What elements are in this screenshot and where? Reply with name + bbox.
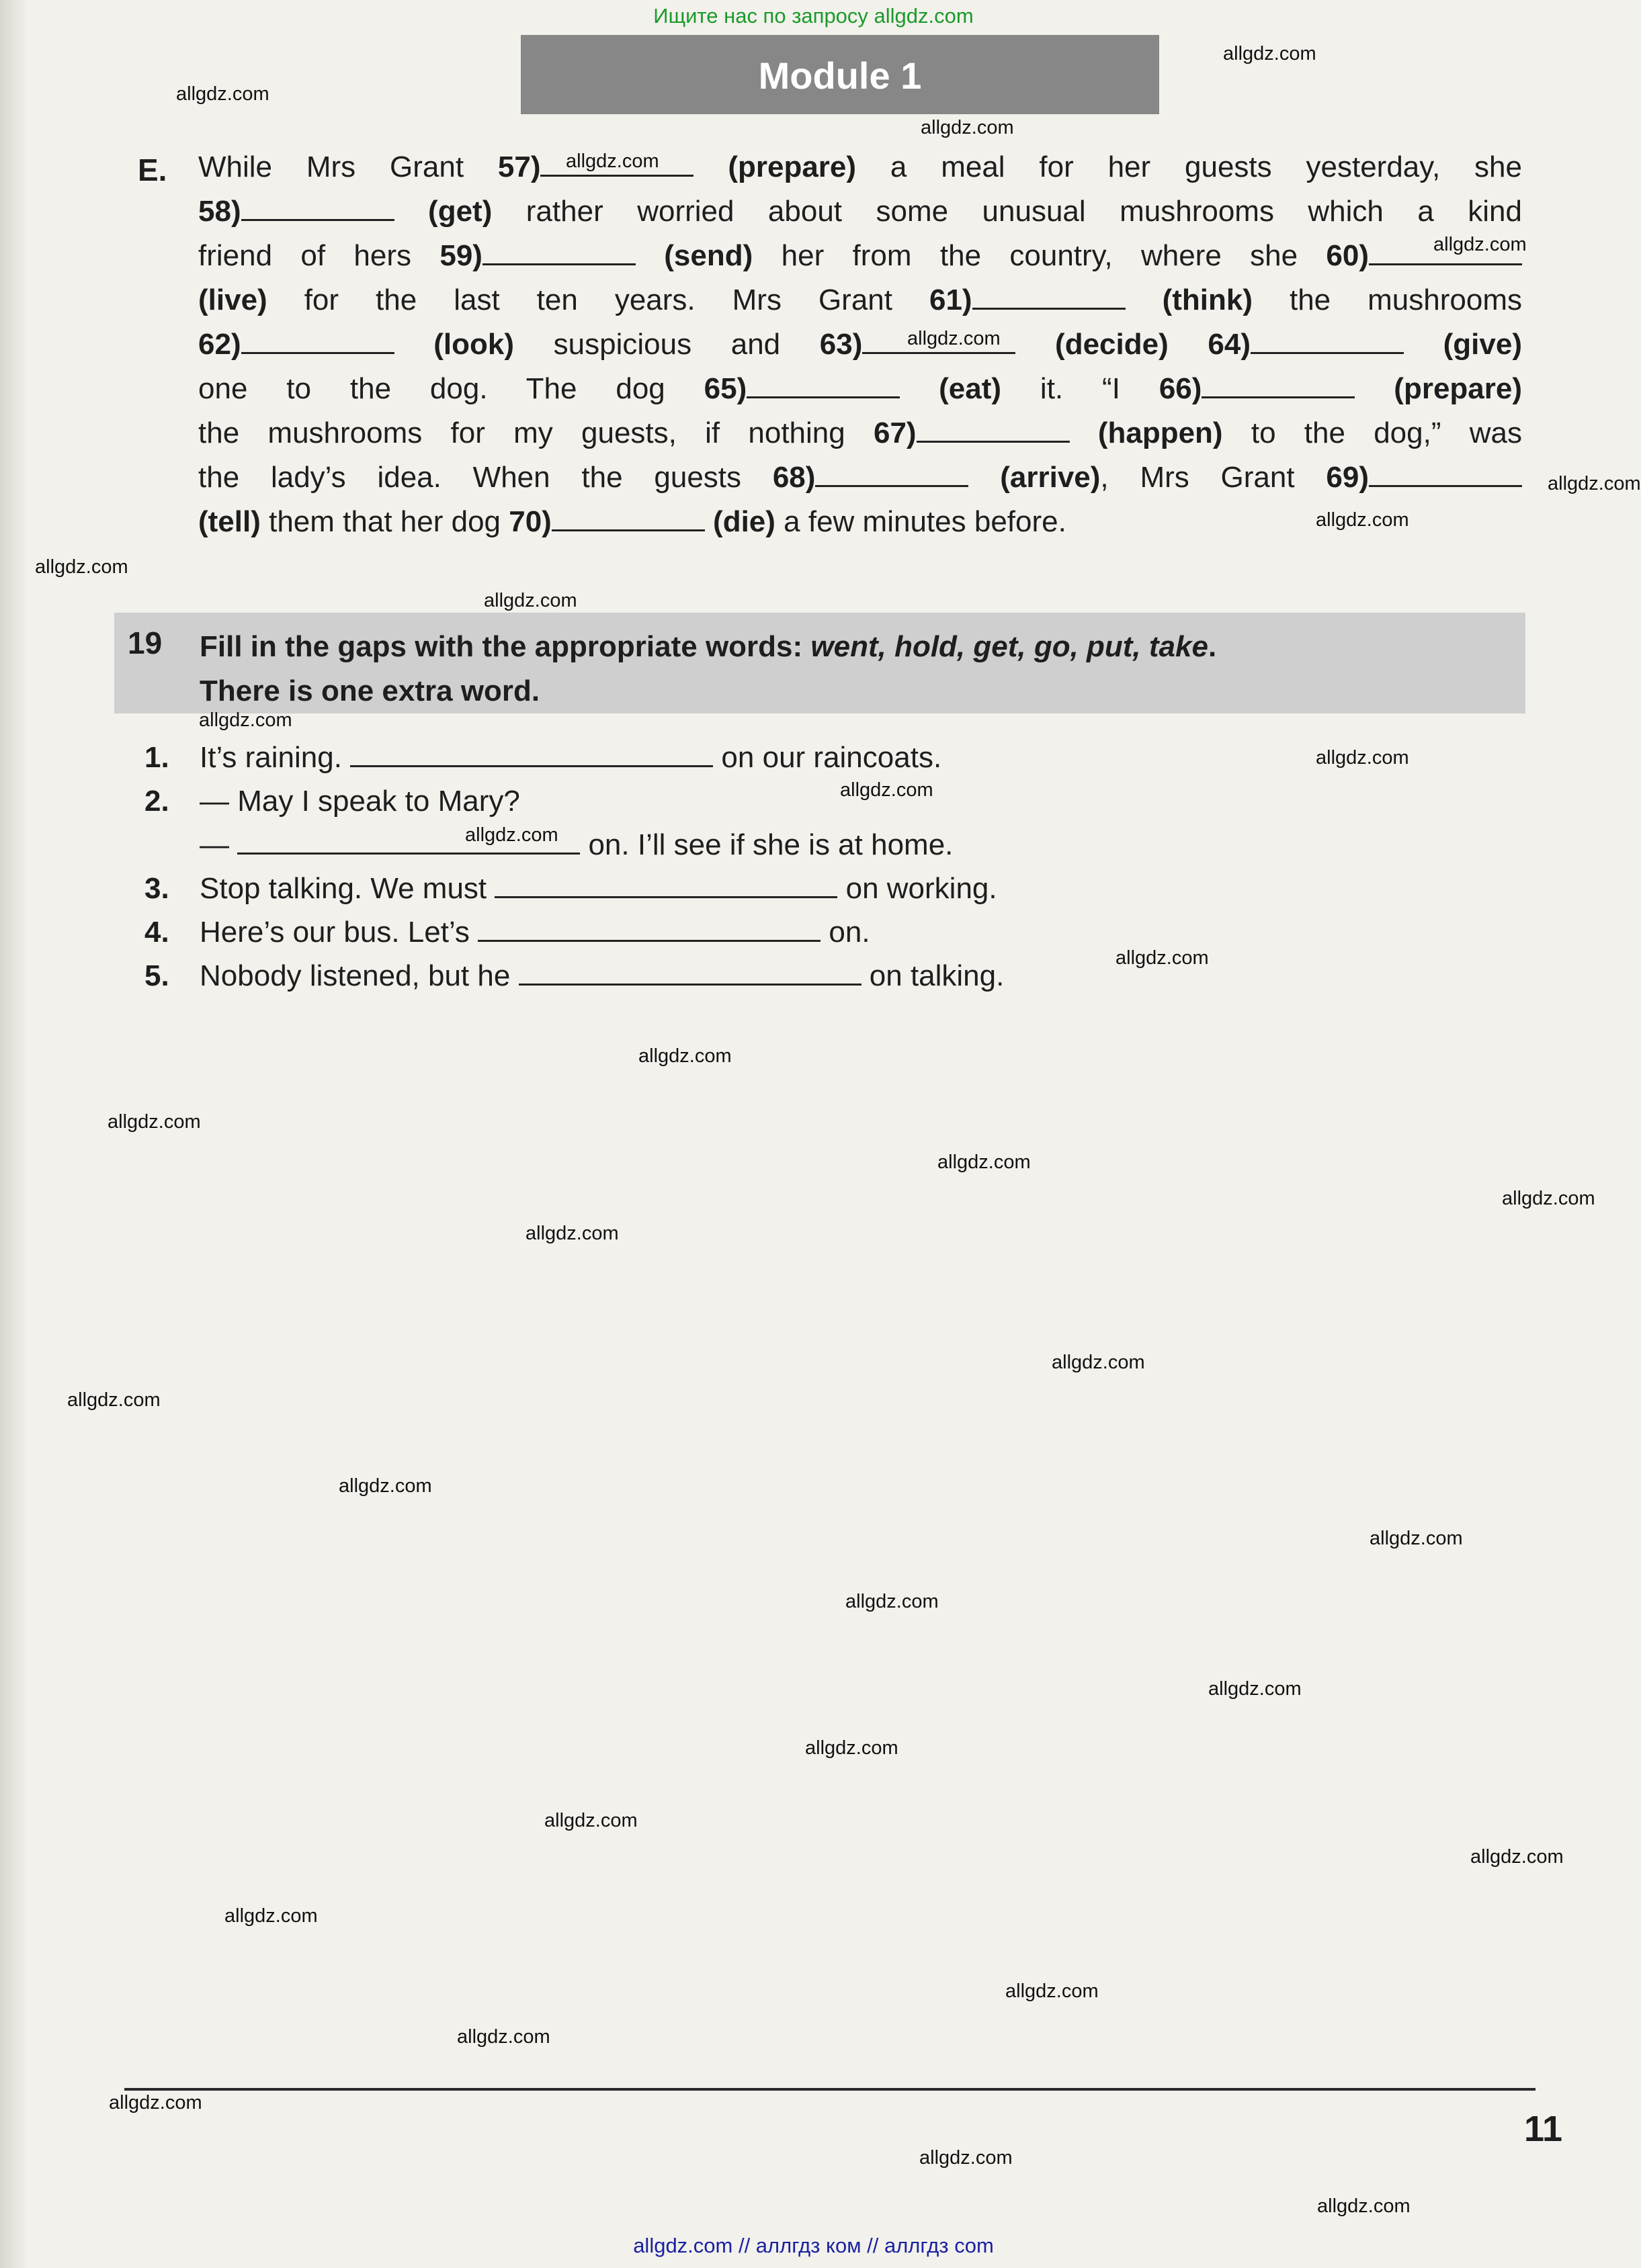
item-text-before: — bbox=[200, 828, 238, 861]
answer-gap[interactable] bbox=[972, 281, 1126, 310]
watermark: allgdz.com bbox=[1470, 1846, 1564, 1868]
exercise-item-3 bbox=[144, 869, 997, 909]
prompt-bold: 70) bbox=[509, 505, 552, 538]
watermark: allgdz.com bbox=[638, 1045, 732, 1067]
watermark: allgdz.com bbox=[224, 1905, 318, 1927]
instruction-line-2: There is one extra word. bbox=[200, 674, 540, 707]
answer-gap[interactable] bbox=[482, 236, 636, 265]
item-number: 4. bbox=[144, 916, 169, 949]
answer-gap[interactable] bbox=[478, 913, 820, 942]
footer-banner[interactable]: allgdz.com // аллгдз ком // аллгдз com bbox=[633, 2234, 994, 2257]
prompt-bold: (tell) bbox=[198, 505, 261, 538]
page-edge-shadow bbox=[0, 0, 28, 2268]
text-segment: rather worried about some unusual mushrooms which a kind bbox=[492, 195, 1522, 228]
answer-gap[interactable] bbox=[241, 192, 394, 221]
text-segment: a meal for her guests yesterday, she bbox=[856, 150, 1522, 183]
prompt-bold: 59) bbox=[439, 239, 482, 272]
prompt-bold: (prepare) bbox=[1355, 372, 1523, 405]
exercise-instruction bbox=[200, 625, 1517, 713]
text-segment: a few minutes before. bbox=[775, 505, 1066, 538]
watermark: allgdz.com bbox=[907, 328, 1001, 349]
watermark: allgdz.com bbox=[1317, 2195, 1411, 2217]
answer-gap[interactable] bbox=[552, 503, 705, 531]
answer-gap[interactable] bbox=[519, 957, 861, 986]
item-number: 1. bbox=[144, 741, 169, 774]
watermark: allgdz.com bbox=[921, 117, 1014, 138]
prompt-bold: (think) bbox=[1125, 284, 1253, 316]
instruction-prefix: Fill in the gaps with the appropriate words: bbox=[200, 630, 811, 663]
watermark: allgdz.com bbox=[566, 150, 659, 172]
watermark: allgdz.com bbox=[108, 1111, 201, 1133]
text-segment: friend of hers bbox=[198, 239, 440, 272]
item-text-after: on our raincoats. bbox=[713, 741, 942, 774]
section-e-label: E. bbox=[138, 152, 167, 187]
instruction-word-list: went, hold, get, go, put, take bbox=[810, 630, 1208, 663]
prompt-bold: (send) bbox=[635, 239, 753, 272]
text-segment: it. “I bbox=[1001, 372, 1159, 405]
watermark: allgdz.com bbox=[176, 83, 269, 105]
item-number: 3. bbox=[144, 872, 169, 905]
text-segment: to the dog,” was bbox=[1222, 417, 1522, 449]
text-segment: While Mrs Grant bbox=[198, 150, 498, 183]
prompt-bold: 66) bbox=[1159, 372, 1202, 405]
prompt-bold: 57) bbox=[497, 150, 541, 183]
item-number: 5. bbox=[144, 959, 169, 992]
prompt-bold: 61) bbox=[929, 284, 972, 316]
section-e-line bbox=[198, 322, 1522, 367]
watermark: allgdz.com bbox=[1052, 1352, 1145, 1373]
module-title: Module 1 bbox=[758, 54, 922, 97]
exercise-item-5 bbox=[144, 956, 1004, 996]
answer-gap[interactable] bbox=[1369, 458, 1522, 487]
prompt-bold: 60) bbox=[1326, 239, 1369, 272]
watermark: allgdz.com bbox=[457, 2026, 550, 2048]
prompt-bold: (prepare) bbox=[693, 150, 857, 183]
exercise-number: 19 bbox=[128, 625, 163, 660]
answer-gap[interactable] bbox=[1202, 369, 1355, 398]
watermark: allgdz.com bbox=[1316, 747, 1409, 769]
bottom-rule bbox=[124, 2088, 1535, 2091]
prompt-bold: (give) bbox=[1403, 328, 1522, 361]
page-number: 11 bbox=[1524, 2109, 1563, 2149]
item-text-before: Nobody listened, but he bbox=[200, 959, 519, 992]
instruction-suffix: . bbox=[1208, 630, 1217, 663]
text-segment: one to the dog. The dog bbox=[198, 372, 704, 405]
item-text-before: Here’s our bus. Let’s bbox=[200, 916, 478, 949]
watermark: allgdz.com bbox=[484, 590, 577, 611]
prompt-bold: 62) bbox=[198, 328, 241, 361]
item-text-after: on working. bbox=[837, 872, 997, 905]
watermark: allgdz.com bbox=[35, 556, 128, 578]
item-text-before: It’s raining. bbox=[200, 741, 351, 774]
prompt-bold: (arrive) bbox=[968, 461, 1101, 494]
module-header bbox=[521, 35, 1159, 114]
top-banner[interactable]: Ищите нас по запросу allgdz.com bbox=[653, 4, 974, 28]
watermark: allgdz.com bbox=[840, 779, 933, 801]
item-text-after: on. bbox=[820, 916, 870, 949]
text-segment: the lady’s idea. When the guests bbox=[198, 461, 773, 494]
watermark: allgdz.com bbox=[937, 1151, 1031, 1173]
watermark: allgdz.com bbox=[1316, 509, 1409, 531]
text-segment: for the last ten years. Mrs Grant bbox=[267, 284, 929, 316]
item-text-before: — May I speak to Mary? bbox=[200, 785, 520, 818]
prompt-bold: 58) bbox=[198, 195, 241, 228]
answer-gap[interactable] bbox=[815, 458, 968, 487]
prompt-bold: (decide) 64) bbox=[1015, 328, 1251, 361]
prompt-bold: (get) bbox=[394, 195, 493, 228]
watermark: allgdz.com bbox=[109, 2092, 202, 2113]
prompt-bold: 69) bbox=[1326, 461, 1369, 494]
text-segment: suspicious and bbox=[514, 328, 820, 361]
watermark: allgdz.com bbox=[1005, 1980, 1099, 2002]
exercise-item-2 bbox=[144, 781, 520, 822]
text-segment: , Mrs Grant bbox=[1100, 461, 1327, 494]
item-number: 2. bbox=[144, 785, 169, 818]
section-e-line bbox=[198, 234, 1522, 278]
prompt-bold: (live) bbox=[198, 284, 267, 316]
section-e-line bbox=[198, 145, 1522, 189]
text-segment: the mushrooms for my guests, if nothing bbox=[198, 417, 874, 449]
item-text-after: on. I’ll see if she is at home. bbox=[580, 828, 954, 861]
answer-gap[interactable] bbox=[917, 414, 1070, 443]
watermark: allgdz.com bbox=[525, 1223, 619, 1244]
section-e-line bbox=[198, 278, 1522, 322]
prompt-bold: 63) bbox=[819, 328, 863, 361]
prompt-bold: (die) bbox=[704, 505, 775, 538]
watermark: allgdz.com bbox=[199, 709, 292, 731]
exercise-19-header bbox=[114, 613, 1525, 713]
watermark: allgdz.com bbox=[845, 1591, 939, 1612]
watermark: allgdz.com bbox=[1433, 234, 1527, 255]
watermark: allgdz.com bbox=[544, 1810, 638, 1831]
prompt-bold: 68) bbox=[772, 461, 816, 494]
answer-gap[interactable] bbox=[241, 325, 394, 354]
watermark: allgdz.com bbox=[1370, 1528, 1463, 1549]
section-e-line bbox=[198, 367, 1522, 411]
answer-gap[interactable] bbox=[350, 738, 713, 767]
exercise-item-1 bbox=[144, 738, 941, 778]
watermark: allgdz.com bbox=[1548, 473, 1641, 494]
section-e-line bbox=[198, 411, 1522, 455]
watermark: allgdz.com bbox=[1116, 947, 1209, 969]
exercise-item-4 bbox=[144, 912, 870, 953]
text-segment: the mushrooms bbox=[1252, 284, 1522, 316]
watermark: allgdz.com bbox=[805, 1737, 898, 1759]
item-text-after: on talking. bbox=[861, 959, 1005, 992]
prompt-bold: 65) bbox=[704, 372, 747, 405]
prompt-bold: 67) bbox=[873, 417, 917, 449]
answer-gap[interactable] bbox=[747, 369, 900, 398]
answer-gap[interactable] bbox=[1251, 325, 1404, 354]
prompt-bold: (eat) bbox=[900, 372, 1002, 405]
watermark: allgdz.com bbox=[465, 824, 558, 846]
section-e-line bbox=[198, 189, 1522, 234]
text-segment: them that her dog bbox=[260, 505, 509, 538]
watermark: allgdz.com bbox=[339, 1475, 432, 1497]
prompt-bold: (look) bbox=[394, 328, 514, 361]
watermark: allgdz.com bbox=[67, 1389, 161, 1411]
prompt-bold: (happen) bbox=[1069, 417, 1223, 449]
answer-gap[interactable] bbox=[495, 869, 837, 898]
watermark: allgdz.com bbox=[919, 2147, 1013, 2169]
watermark: allgdz.com bbox=[1502, 1188, 1595, 1209]
item-text-before: Stop talking. We must bbox=[200, 872, 495, 905]
text-segment: her from the country, where she bbox=[753, 239, 1327, 272]
watermark: allgdz.com bbox=[1223, 43, 1316, 64]
watermark: allgdz.com bbox=[1208, 1678, 1302, 1700]
section-e-line bbox=[198, 455, 1522, 500]
